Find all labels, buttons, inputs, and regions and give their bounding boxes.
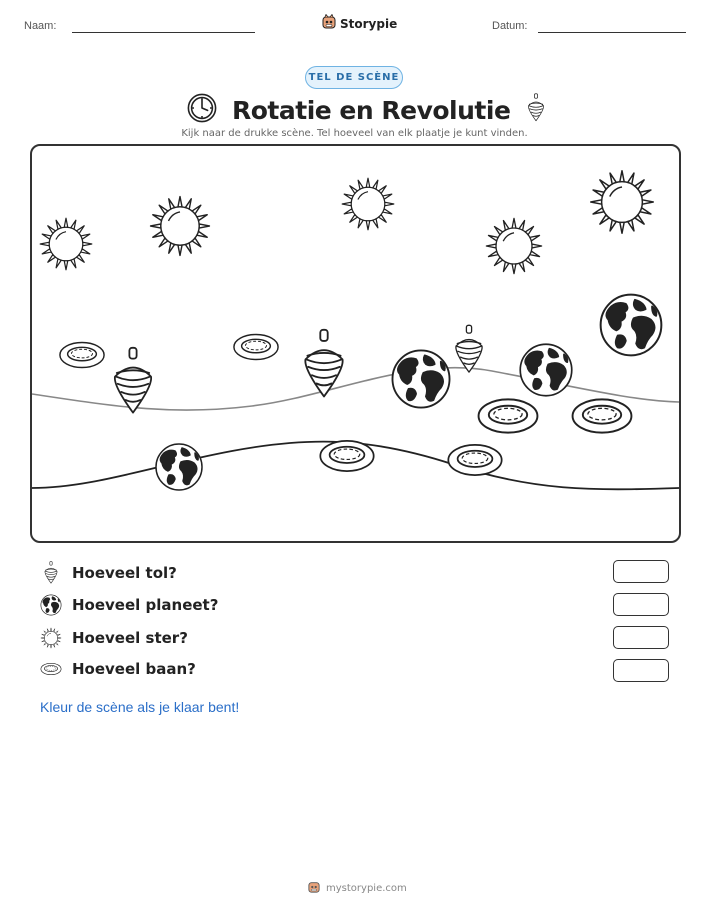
orbit-ring-icon [479, 399, 538, 432]
earth-globe-icon [392, 350, 449, 407]
date-line[interactable] [538, 32, 686, 33]
brand-logo [322, 14, 397, 33]
name-label: Naam: [24, 20, 57, 32]
orbit-ring-icon [40, 661, 62, 677]
category-badge: TEL DE SCÈNE [305, 66, 403, 89]
sun-icon [591, 171, 654, 234]
question-row-star [40, 627, 188, 649]
question-row-top [40, 561, 177, 585]
coloring-instruction: Kleur de scène als je klaar bent! [40, 699, 240, 715]
footer-url[interactable]: mystorypie.com [326, 883, 407, 894]
earth-globe-icon [601, 295, 662, 356]
storypie-mascot-icon [308, 880, 320, 897]
answer-box-orbit[interactable] [613, 659, 669, 682]
spinning-top-icon [524, 93, 548, 127]
page-subtitle: Kijk naar de drukke scène. Tel hoeveel van elk plaatje je kunt vinden. [181, 128, 528, 139]
name-line[interactable] [72, 32, 255, 33]
sun-icon [342, 178, 394, 230]
orbit-ring-icon [573, 399, 632, 432]
question-row-planet [40, 594, 218, 616]
earth-globe-icon [156, 444, 202, 490]
earth-globe-icon [40, 594, 62, 616]
spinning-top-icon [456, 325, 482, 372]
sun-icon [486, 218, 541, 273]
brand-name: Storypie [340, 16, 398, 31]
footer [308, 880, 407, 897]
question-text: Hoeveel planeet? [72, 596, 219, 614]
spinning-top-icon [40, 561, 62, 585]
clock-icon [186, 92, 218, 128]
storypie-mascot-icon [322, 14, 336, 33]
earth-globe-icon [520, 344, 572, 396]
sun-icon [151, 197, 210, 256]
orbit-ring-icon [60, 343, 104, 368]
page-title: Rotatie en Revolutie [232, 95, 511, 125]
counting-scene [30, 144, 681, 543]
answer-box-star[interactable] [613, 626, 669, 649]
spinning-top-icon [115, 348, 151, 413]
question-text: Hoeveel baan? [72, 660, 196, 678]
answer-box-top[interactable] [613, 560, 669, 583]
scene-illustration [32, 146, 679, 541]
orbit-ring-icon [448, 445, 501, 475]
question-row-orbit [40, 660, 196, 678]
question-text: Hoeveel ster? [72, 629, 188, 647]
sun-icon [40, 218, 92, 270]
question-text: Hoeveel tol? [72, 564, 177, 582]
spinning-top-icon [305, 330, 342, 397]
orbit-ring-icon [234, 335, 278, 360]
orbit-ring-icon [320, 441, 373, 471]
answer-box-planet[interactable] [613, 593, 669, 616]
sun-icon [40, 627, 62, 649]
title-row [186, 92, 548, 128]
date-label: Datum: [492, 20, 528, 32]
